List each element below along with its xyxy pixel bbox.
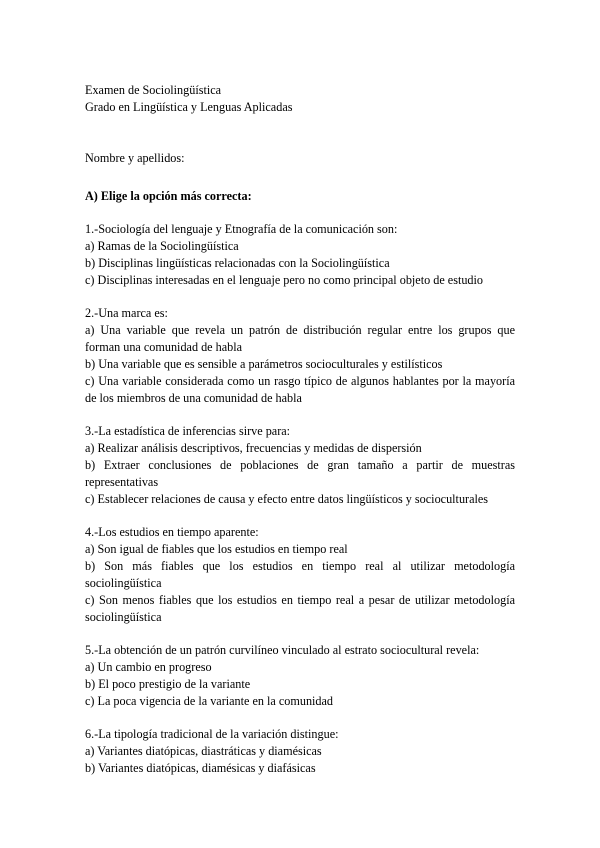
option-b: b) Son más fiables que los estudios en tiempo real al utilizar metodología sociolingüística <box>85 559 515 590</box>
option-c: c) Son menos fiables que los estudios en tiempo real a pesar de utilizar metodología sociolingüística <box>85 593 515 624</box>
option-b: b) Variantes diatópicas, diamésicas y diafásicas <box>85 761 316 775</box>
option-b: b) El poco prestigio de la variante <box>85 677 251 691</box>
option-c: c) Establecer relaciones de causa y efecto entre datos lingüísticos y socioculturales <box>85 492 489 506</box>
exam-content <box>85 82 515 777</box>
question-text: 6.-La tipología tradicional de la variación distingue: <box>85 727 339 741</box>
question-text: 3.-La estadística de inferencias sirve para: <box>85 424 291 438</box>
option-c: c) La poca vigencia de la variante en la comunidad <box>85 694 334 708</box>
option-b: b) Una variable que es sensible a parámetros socioculturales y estilísticos <box>85 357 443 371</box>
option-a: a) Son igual de fiables que los estudios en tiempo real <box>85 542 348 556</box>
question-1 <box>85 221 515 289</box>
question-text: 1.-Sociología del lenguaje y Etnografía de la comunicación son: <box>85 222 398 236</box>
question-5 <box>85 642 515 710</box>
question-2 <box>85 305 515 407</box>
question-4 <box>85 524 515 626</box>
exam-subtitle: Grado en Lingüística y Lenguas Aplicadas <box>85 100 293 114</box>
option-a: a) Ramas de la Sociolingüística <box>85 239 239 253</box>
section-heading: A) Elige la opción más correcta: <box>85 189 252 203</box>
option-a: a) Un cambio en progreso <box>85 660 212 674</box>
option-b: b) Disciplinas lingüísticas relacionadas con la Sociolingüística <box>85 256 390 270</box>
question-text: 2.-Una marca es: <box>85 306 168 320</box>
option-c: c) Una variable considerada como un rasgo típico de algunos hablantes por la mayoría de los miembros de una comunidad de habla <box>85 374 515 405</box>
option-a: a) Realizar análisis descriptivos, frecuencias y medidas de dispersión <box>85 441 422 455</box>
option-b: b) Extraer conclusiones de poblaciones de gran tamaño a partir de muestras representativas <box>85 458 515 489</box>
question-text: 4.-Los estudios en tiempo aparente: <box>85 525 259 539</box>
option-a: a) Una variable que revela un patrón de distribución regular entre los grupos que forman una comunidad de habla <box>85 323 515 354</box>
option-c: c) Disciplinas interesadas en el lenguaje pero no como principal objeto de estudio <box>85 273 483 287</box>
question-text: 5.-La obtención de un patrón curvilíneo vinculado al estrato sociocultural revela: <box>85 643 480 657</box>
exam-title: Examen de Sociolingüística <box>85 83 222 97</box>
name-label: Nombre y apellidos: <box>85 151 185 165</box>
question-6 <box>85 726 515 777</box>
question-3 <box>85 423 515 508</box>
option-a: a) Variantes diatópicas, diastráticas y diamésicas <box>85 744 322 758</box>
